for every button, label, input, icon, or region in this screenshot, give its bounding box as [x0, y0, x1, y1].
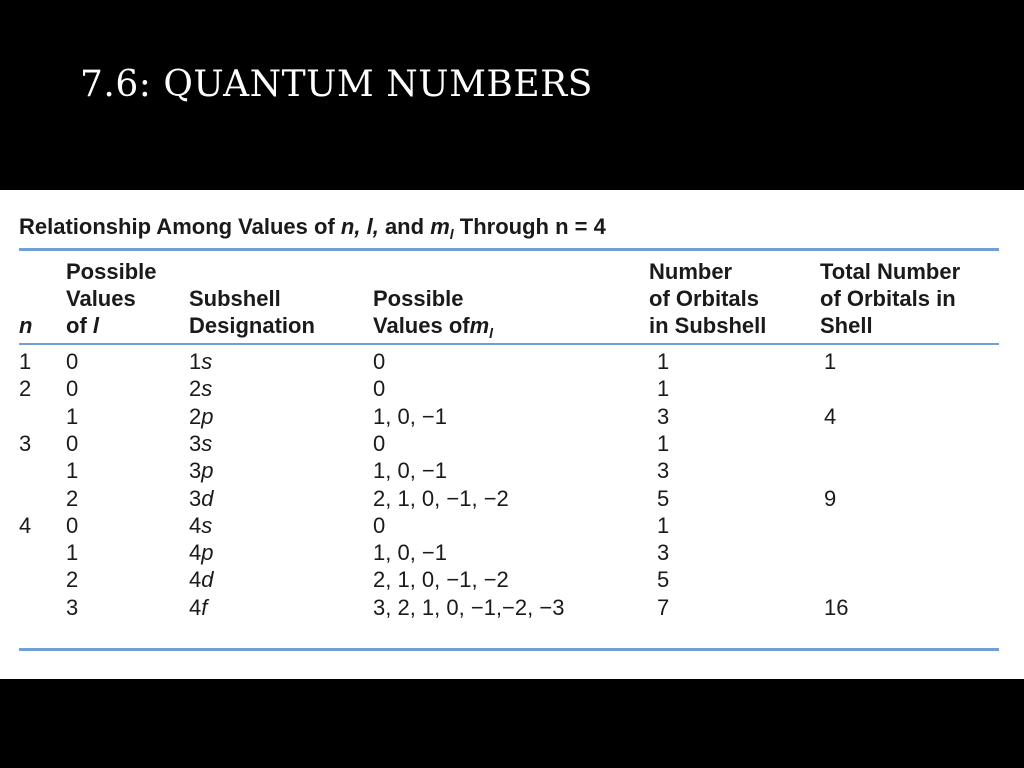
table-caption: Relationship Among Values of n, l, and $m_l$ Through n = 4 — [19, 214, 606, 242]
cell-subshell: 2s — [189, 376, 213, 402]
cell-subshell: 4d — [189, 567, 214, 593]
header-total: Total Number of Orbitals in Shell — [820, 259, 961, 338]
cell-total: 16 — [824, 594, 849, 620]
cell-n: 2 — [19, 376, 32, 402]
header-orbitals: Number of Orbitals in Subshell — [649, 259, 767, 338]
cell-subshell: 4s — [189, 512, 213, 538]
cell-l: 1 — [66, 540, 79, 566]
cell-subshell: 2p — [189, 403, 214, 429]
cell-ml: 0 — [373, 376, 386, 402]
cell-ml: 1, 0, −1 — [373, 403, 448, 429]
cell-ml: 3, 2, 1, 0, −1,−2, −3 — [373, 594, 565, 620]
cell-n: 1 — [19, 349, 32, 374]
cell-l: 0 — [66, 376, 79, 402]
cell-orbitals: 5 — [657, 485, 670, 511]
cell-orbitals: 1 — [657, 430, 670, 456]
cell-l: 0 — [66, 430, 79, 456]
header-subshell: Subshell Designation — [189, 286, 315, 338]
header-ml: Possible Values ofm$_l$ — [373, 286, 494, 341]
header-rule — [19, 343, 999, 345]
quantum-numbers-table — [0, 190, 1024, 679]
cell-orbitals: 5 — [657, 567, 670, 593]
cell-orbitals: 1 — [657, 349, 670, 374]
cell-ml: 0 — [373, 512, 386, 538]
cell-orbitals: 7 — [657, 594, 670, 620]
cell-ml: 1, 0, −1 — [373, 458, 448, 484]
cell-total: 1 — [824, 349, 837, 374]
cell-ml: 1, 0, −1 — [373, 540, 448, 566]
cell-ml: 0 — [373, 349, 386, 374]
cell-subshell: 4p — [189, 540, 214, 566]
cell-subshell: 3s — [189, 430, 213, 456]
cell-ml: 0 — [373, 430, 386, 456]
cell-ml: 2, 1, 0, −1, −2 — [373, 485, 509, 511]
caption-rule — [19, 248, 999, 251]
cell-subshell: 1s — [189, 349, 213, 374]
cell-orbitals: 3 — [657, 403, 670, 429]
footer-rule — [19, 648, 999, 651]
cell-orbitals: 1 — [657, 376, 670, 402]
cell-l: 1 — [66, 458, 79, 484]
cell-orbitals: 3 — [657, 458, 670, 484]
cell-l: 2 — [66, 567, 79, 593]
cell-n: 3 — [19, 430, 32, 456]
cell-subshell: 3d — [189, 485, 214, 511]
cell-subshell: 4f — [189, 594, 208, 620]
header-n: n — [19, 313, 33, 338]
cell-total: 9 — [824, 485, 837, 511]
cell-ml: 2, 1, 0, −1, −2 — [373, 567, 509, 593]
cell-subshell: 3p — [189, 458, 214, 484]
cell-l: 2 — [66, 485, 79, 511]
cell-l: 0 — [66, 349, 79, 374]
cell-orbitals: 3 — [657, 540, 670, 566]
cell-total: 4 — [824, 403, 837, 429]
slide-title: 7.6: QUANTUM NUMBERS — [80, 64, 593, 105]
cell-n: 4 — [19, 512, 32, 538]
cell-orbitals: 1 — [657, 512, 670, 538]
cell-l: 1 — [66, 403, 79, 429]
header-l: Possible Values of l — [66, 259, 157, 338]
cell-l: 3 — [66, 594, 79, 620]
cell-l: 0 — [66, 512, 79, 538]
